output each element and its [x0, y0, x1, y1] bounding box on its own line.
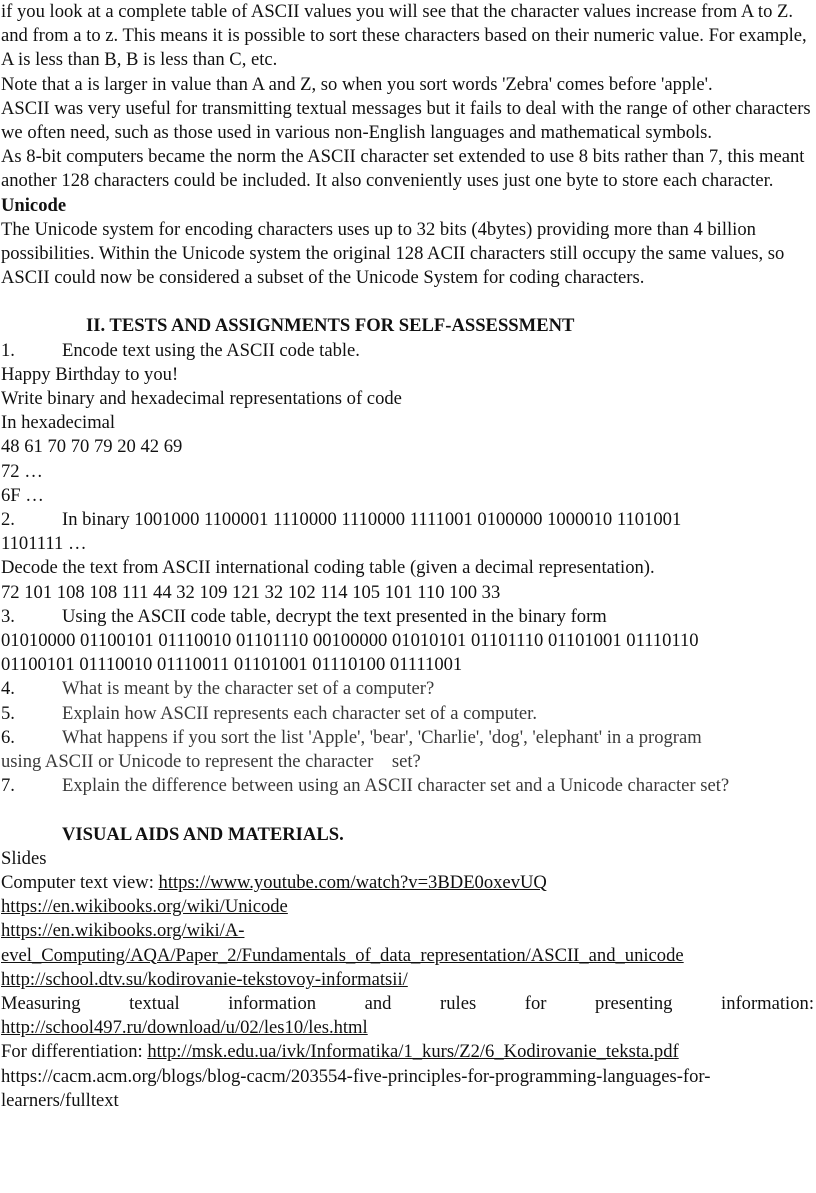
document-page	[1, 0, 814, 1113]
question-text: What happens if you sort the list 'Apple', 'bear', 'Charlie', 'dog', 'elephant' in a program	[62, 726, 702, 748]
intro-paragraph-4: As 8-bit computers became the norm the ASCII character set extended to use 8 bits rather than 7, this meant another 128 characters could be included. It also conveniently uses just one byte to store each character.	[1, 146, 810, 192]
q1-line: 72 …	[1, 460, 43, 482]
msk-edu-link[interactable]: http://msk.edu.ua/ivk/Informatika/1_kurs/Z2/6_Kodirovanie_teksta.pdf	[147, 1041, 679, 1063]
measuring-word: presenting	[595, 992, 673, 1014]
question-number: 3.	[1, 605, 15, 627]
cacm-line-2: learners/fulltext	[1, 1089, 119, 1111]
question-text: Explain the difference between using an ASCII character set and a Unicode character set?	[62, 775, 730, 797]
dtv-link-line	[1, 968, 814, 992]
question-2	[1, 508, 814, 532]
q1-line: 6F …	[1, 484, 44, 506]
question-6	[1, 726, 814, 750]
wikibooks-unicode-link[interactable]: https://en.wikibooks.org/wiki/Unicode	[1, 896, 288, 918]
question-text: Encode text using the ASCII code table.	[62, 339, 360, 361]
question-1	[1, 339, 814, 363]
question-number: 5.	[1, 702, 15, 724]
measuring-word: and	[364, 992, 392, 1014]
alevel-link-line-1	[1, 919, 814, 943]
q6-continuation: using ASCII or Unicode to represent the character set?	[1, 751, 421, 773]
question-4	[1, 677, 814, 701]
q2-line: Decode the text from ASCII international coding table (given a decimal representation).	[1, 557, 655, 579]
differentiation-line	[1, 1040, 814, 1064]
q2-line: 72 101 108 108 111 44 32 109 121 32 102 114 105 101 110 100 33	[1, 581, 501, 603]
computer-text-line	[1, 871, 814, 895]
cacm-line-1: https://cacm.acm.org/blogs/blog-cacm/203554-five-principles-for-programming-languages-for-	[1, 1065, 711, 1087]
alevel-link-line-2	[1, 944, 814, 968]
unicode-paragraph: The Unicode system for encoding characters uses up to 32 bits (4bytes) providing more than 4 billion possibilities. Within the Unicode system the original 128 ACII characters still occupy the same values, so ASCII could now be considered a subset of the Unicode System for coding characters.	[1, 218, 788, 289]
measuring-word: information	[228, 992, 317, 1014]
wikibooks-alevel-link-continued[interactable]: evel_Computing/AQA/Paper_2/Fundamentals_of_data_representation/ASCII_and_unicode	[1, 944, 684, 966]
question-number: 2.	[1, 509, 15, 531]
differentiation-label: For differentiation:	[1, 1041, 148, 1063]
school-dtv-link[interactable]: http://school.dtv.su/kodirovanie-tekstovoy-informatsii/	[1, 968, 408, 990]
question-text: Explain how ASCII represents each character set of a computer.	[62, 702, 537, 724]
measuring-word: information:	[721, 992, 814, 1014]
q1-line: In hexadecimal	[1, 412, 116, 434]
section-2-heading: II. TESTS AND ASSIGNMENTS FOR SELF-ASSESSMENT	[86, 315, 575, 337]
question-number: 1.	[1, 339, 15, 361]
q1-line: Happy Birthday to you!	[1, 363, 179, 385]
q3-binary-line: 01010000 01100101 01110010 01101110 00100000 01010101 01101110 01101001 01110110	[1, 630, 699, 652]
q1-line: Write binary and hexadecimal representations of code	[1, 388, 402, 410]
youtube-link[interactable]: https://www.youtube.com/watch?v=3BDE0oxevUQ	[158, 871, 547, 893]
question-5	[1, 702, 814, 726]
question-number: 6.	[1, 726, 15, 748]
intro-paragraph-2: Note that a is larger in value than A and Z, so when you sort words 'Zebra' comes before 'apple'.	[1, 73, 713, 95]
wikibooks-alevel-link[interactable]: https://en.wikibooks.org/wiki/A-	[1, 920, 245, 942]
q3-binary-line: 01100101 01110010 01110011 01101001 01110100 01111001	[1, 654, 463, 676]
measuring-word: textual	[129, 992, 180, 1014]
question-text: What is meant by the character set of a computer?	[62, 678, 435, 700]
question-number: 4.	[1, 678, 15, 700]
slides-label: Slides	[1, 847, 47, 869]
measuring-word: Measuring	[1, 992, 81, 1014]
intro-paragraph-3: ASCII was very useful for transmitting textual messages but it fails to deal with the range of other characters we often need, such as those used in various non-English languages and mathematical symbols.	[1, 97, 816, 144]
question-7	[1, 774, 814, 798]
unicode-heading: Unicode	[1, 194, 67, 216]
measuring-word: rules	[440, 992, 477, 1014]
measuring-word: for	[524, 992, 547, 1014]
visual-aids-heading: VISUAL AIDS AND MATERIALS.	[62, 823, 344, 845]
question-text: In binary 1001000 1100001 1110000 1110000 1111001 0100000 1000010 1101001	[62, 509, 682, 531]
question-3	[1, 605, 814, 629]
intro-paragraph-1: if you look at a complete table of ASCII values you will see that the character values increase from A to Z. and from a to z. This means it is possible to sort these characters based on their numeric value. For example, A is less than B, B is less than C, etc.	[1, 1, 811, 71]
question-text: Using the ASCII code table, decrypt the text presented in the binary form	[62, 605, 607, 627]
q1-line: 48 61 70 70 79 20 42 69	[1, 436, 183, 458]
q2-continuation: 1101111 …	[1, 533, 87, 555]
school497-link[interactable]: http://school497.ru/download/u/02/les10/les.html	[1, 1017, 368, 1039]
measuring-line	[1, 992, 814, 1016]
computer-text-label: Computer text view:	[1, 871, 159, 893]
question-number: 7.	[1, 775, 15, 797]
unicode-link-line	[1, 895, 814, 919]
measuring-url-line	[1, 1016, 814, 1040]
